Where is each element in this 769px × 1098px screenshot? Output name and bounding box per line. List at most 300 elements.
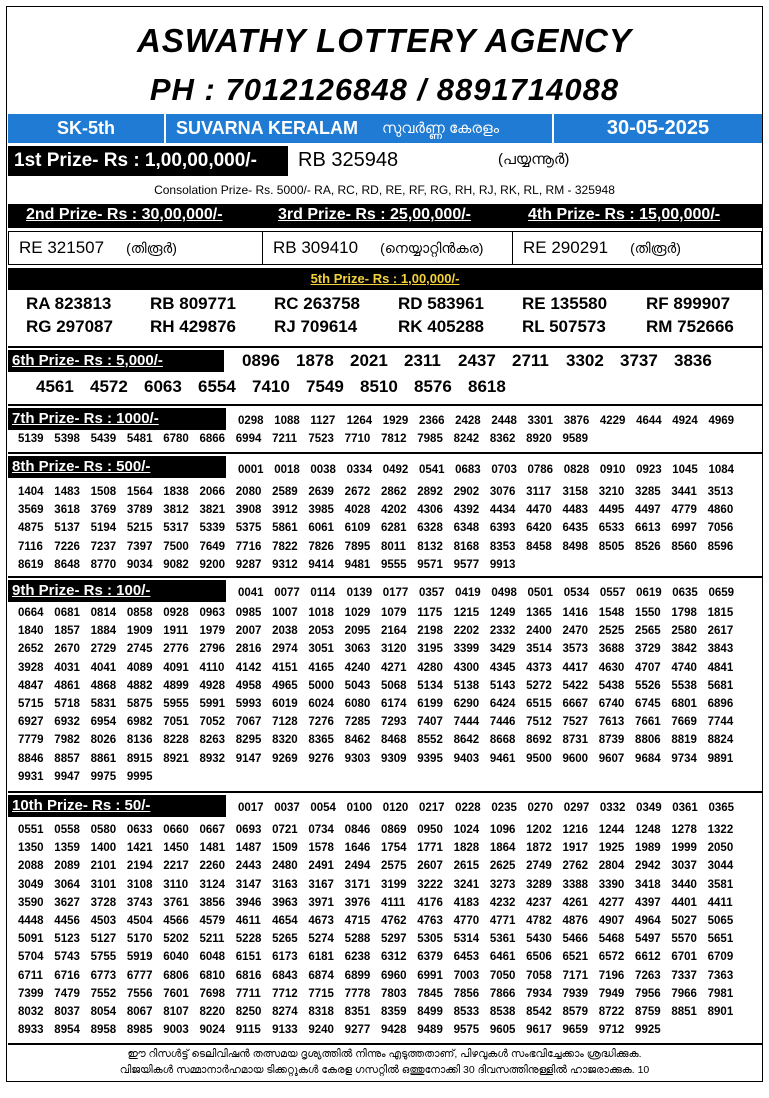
prize-number: 8538 xyxy=(489,1006,516,1019)
prize-number: RH 429876 xyxy=(150,317,237,336)
prize-number: 7128 xyxy=(272,716,298,729)
prize-number: 7716 xyxy=(235,540,262,553)
prize-number: 2762 xyxy=(562,860,589,873)
draw-code: SK-5th xyxy=(8,114,166,143)
prize-number: 9589 xyxy=(562,433,589,445)
prize-number: 3836 xyxy=(674,351,712,370)
prize-number: 7895 xyxy=(344,540,371,553)
prize-number: 5027 xyxy=(671,915,697,928)
prize-number: 8958 xyxy=(90,1024,117,1037)
prize-number: 4876 xyxy=(562,915,589,928)
prize-number: 9913 xyxy=(489,558,516,571)
prize-number: 5743 xyxy=(54,951,80,964)
prize-number: 3399 xyxy=(453,643,480,656)
prize-number: 5091 xyxy=(18,933,44,946)
prize-number: 1084 xyxy=(708,464,735,476)
prize-number: 4306 xyxy=(417,504,443,517)
fifth-prize-header xyxy=(8,268,762,290)
prize-number: 3812 xyxy=(163,504,189,517)
prize-number: 8295 xyxy=(235,734,262,747)
second-prize-cell xyxy=(9,232,263,264)
prize-number: 1864 xyxy=(489,842,516,855)
prize-number: 0580 xyxy=(90,824,117,836)
prize-number: 3729 xyxy=(635,643,661,656)
prize-number: 0100 xyxy=(346,802,373,814)
prize-number: 5481 xyxy=(126,433,153,445)
prize-number: 3514 xyxy=(526,643,552,656)
prize-number: 8011 xyxy=(380,540,406,553)
prize-number: 5339 xyxy=(199,522,226,535)
prize-number: 4434 xyxy=(489,504,516,517)
prize-number: 0635 xyxy=(672,587,698,599)
prize-number: 7613 xyxy=(598,716,625,729)
prize-number: 8263 xyxy=(199,734,226,747)
prize-number: 3843 xyxy=(707,643,734,656)
prize-number: 1404 xyxy=(18,486,44,498)
prize-number: 2400 xyxy=(526,625,552,638)
prize-number: 3440 xyxy=(671,878,697,891)
prize-number: 2198 xyxy=(417,625,443,638)
prize-number: 1911 xyxy=(163,625,189,638)
fourth-prize-number: RE 290291 xyxy=(523,238,609,257)
prize-number: 3618 xyxy=(54,504,80,517)
fifth-prize-numbers xyxy=(26,294,756,337)
prize-number: 4969 xyxy=(708,415,735,427)
prize-number: 5375 xyxy=(235,522,262,535)
eighth-prize-label: 8th Prize- Rs : 500/- xyxy=(12,458,151,475)
prize-number: 6711 xyxy=(18,969,43,982)
second-prize-place: (തിരൂർ) xyxy=(126,240,177,256)
prize-number: 4165 xyxy=(308,661,334,674)
prize-number: 5297 xyxy=(380,933,407,946)
fourth-prize-cell xyxy=(513,232,761,264)
prize-number: 0664 xyxy=(18,607,44,619)
prize-number: 1828 xyxy=(453,842,480,855)
prize-number: 4277 xyxy=(598,896,625,909)
prize-number: 0120 xyxy=(382,802,409,814)
prize-number: 6780 xyxy=(163,433,189,445)
prize-number: 3581 xyxy=(707,878,734,891)
prize-number: 0869 xyxy=(380,824,407,836)
prize-number: 3573 xyxy=(562,643,589,656)
prize-number: 7744 xyxy=(707,716,734,729)
prize-number: RB 809771 xyxy=(150,294,237,313)
prize-number: 8168 xyxy=(453,540,480,553)
prize-number: 8579 xyxy=(562,1006,589,1019)
prize-number: 5000 xyxy=(308,679,334,692)
prize-number: 2080 xyxy=(235,486,262,498)
prize-number: 3195 xyxy=(417,643,443,656)
prize-number: 5272 xyxy=(526,679,552,692)
prize-number: 7479 xyxy=(54,987,80,1000)
prize-number: 8132 xyxy=(417,540,443,553)
prize-number: 4882 xyxy=(126,679,153,692)
prize-number: 9925 xyxy=(635,1024,661,1037)
prize-number: 5127 xyxy=(90,933,117,946)
prize-number: 6709 xyxy=(707,951,734,964)
prize-number: 9600 xyxy=(562,752,589,765)
prize-number: 5137 xyxy=(54,522,80,535)
prize-number: 8824 xyxy=(707,734,734,747)
prize-number: 2575 xyxy=(380,860,407,873)
prize-number: 6932 xyxy=(54,716,80,729)
prize-number: 2729 xyxy=(90,643,117,656)
prize-number: 6810 xyxy=(199,969,226,982)
prize-number: 0332 xyxy=(599,802,626,814)
prize-number: 3743 xyxy=(126,896,153,909)
prize-number: 2745 xyxy=(126,643,153,656)
prize-number: 8067 xyxy=(126,1006,153,1019)
prize-number: 2625 xyxy=(489,860,516,873)
prize-number: 1322 xyxy=(707,824,734,836)
prize-number: 4762 xyxy=(380,915,407,928)
prize-number: 0693 xyxy=(235,824,262,836)
prize-number: 5068 xyxy=(380,679,407,692)
prize-number: 4907 xyxy=(598,915,625,928)
prize-number: 8318 xyxy=(308,1006,334,1019)
prize-number: 6612 xyxy=(635,951,661,964)
prize-number: 4401 xyxy=(671,896,697,909)
first-prize-place: (പയ്യന്നൂർ) xyxy=(498,151,570,168)
prize-number: 7778 xyxy=(344,987,371,1000)
prize-number: 6328 xyxy=(417,522,443,535)
prize-number: 7549 xyxy=(306,377,344,396)
prize-number: 9555 xyxy=(380,558,407,571)
prize-number: 2066 xyxy=(199,486,226,498)
prize-number: 3876 xyxy=(563,415,590,427)
prize-number: 2038 xyxy=(272,625,298,638)
prize-number: 2617 xyxy=(707,625,734,638)
first-prize-number: RB 325948 xyxy=(298,149,399,171)
prize-number: 4899 xyxy=(163,679,189,692)
prize-number: 1838 xyxy=(163,486,189,498)
prize-number: 5422 xyxy=(562,679,589,692)
prize-number: 8365 xyxy=(308,734,334,747)
prize-number: 6740 xyxy=(598,698,625,711)
prize-number: 6061 xyxy=(308,522,334,535)
prize-number: 7985 xyxy=(417,433,443,445)
prize-number: 6954 xyxy=(90,716,117,729)
prize-number: 6461 xyxy=(489,951,516,964)
prize-number: 2480 xyxy=(272,860,298,873)
prize-number: 7812 xyxy=(380,433,407,445)
sixth-prize-numbers-row1 xyxy=(242,351,762,371)
prize-number: 6896 xyxy=(707,698,734,711)
prize-number: 8954 xyxy=(54,1024,80,1037)
prize-number: 0077 xyxy=(274,587,300,599)
prize-number: 1365 xyxy=(526,607,552,619)
prize-number: 0235 xyxy=(491,802,517,814)
prize-number: 8806 xyxy=(635,734,661,747)
prize-number: 6024 xyxy=(308,698,334,711)
prize-number: 2639 xyxy=(308,486,334,498)
prize-number: 6927 xyxy=(18,716,44,729)
prize-number: 3063 xyxy=(344,643,371,656)
prize-number: 0786 xyxy=(527,464,554,476)
prize-number: 5123 xyxy=(54,933,80,946)
prize-number: 6801 xyxy=(671,698,697,711)
draw-info-bar xyxy=(8,114,762,143)
prize-number: 8619 xyxy=(18,558,44,571)
prize-number: 2443 xyxy=(235,860,262,873)
prize-number: 7845 xyxy=(417,987,443,1000)
prize-number: 8668 xyxy=(489,734,516,747)
prize-number: 3076 xyxy=(489,486,516,498)
prize-number: 3761 xyxy=(163,896,189,909)
prize-number: 8739 xyxy=(598,734,625,747)
prize-number: 7866 xyxy=(489,987,516,1000)
prize-number: 3728 xyxy=(90,896,117,909)
prize-number: 4763 xyxy=(417,915,443,928)
prize-number: 7649 xyxy=(199,540,226,553)
prize-number: 3985 xyxy=(308,504,334,517)
prize-number: 8499 xyxy=(417,1006,443,1019)
prize-number: 5211 xyxy=(199,933,225,946)
prize-number: 4964 xyxy=(635,915,661,928)
divider xyxy=(8,576,762,578)
prize-number: 0814 xyxy=(90,607,117,619)
prize-number: 3037 xyxy=(671,860,697,873)
prize-number: 4280 xyxy=(417,661,443,674)
prize-number: 5755 xyxy=(90,951,117,964)
prize-number: 9115 xyxy=(235,1024,261,1037)
prize-number: 3101 xyxy=(90,878,117,891)
prize-number: 8596 xyxy=(707,540,734,553)
prize-number: 3167 xyxy=(308,878,334,891)
prize-number: 0334 xyxy=(346,464,373,476)
prize-number: 4630 xyxy=(598,661,625,674)
prize-number: 7715 xyxy=(308,987,334,1000)
prize-number: 5065 xyxy=(707,915,734,928)
prize-number: 8722 xyxy=(598,1006,625,1019)
prize-number: RM 752666 xyxy=(646,317,734,336)
prize-number: 3241 xyxy=(453,878,480,891)
prize-number: 8510 xyxy=(360,377,398,396)
prize-number: 6238 xyxy=(344,951,371,964)
prize-number: 9500 xyxy=(526,752,552,765)
prize-number: 3158 xyxy=(562,486,589,498)
prize-number: 0557 xyxy=(599,587,626,599)
prize-number: 3429 xyxy=(489,643,516,656)
prize-number: 4142 xyxy=(235,661,262,674)
prize-number: 6716 xyxy=(54,969,80,982)
eighth-prize-numbers-first xyxy=(238,461,758,479)
prize-number: 1416 xyxy=(562,607,589,619)
prize-number: 9200 xyxy=(199,558,226,571)
prize-number: 4483 xyxy=(562,504,589,517)
prize-number: 9489 xyxy=(417,1024,443,1037)
prize-number: 6960 xyxy=(380,969,407,982)
prize-number: 0681 xyxy=(54,607,80,619)
prize-number: 1979 xyxy=(199,625,226,638)
prize-number: 1646 xyxy=(344,842,371,855)
prize-number: 8932 xyxy=(199,752,226,765)
prize-number: 9571 xyxy=(417,558,443,571)
prize-number: 2494 xyxy=(344,860,371,873)
prize-number: 1096 xyxy=(489,824,516,836)
prize-number: RF 899907 xyxy=(646,294,731,313)
prize-number: 4503 xyxy=(90,915,117,928)
prize-number: 7856 xyxy=(453,987,480,1000)
prize-number: 6453 xyxy=(453,951,480,964)
prize-number: 7779 xyxy=(18,734,44,747)
sixth-prize-numbers-row2 xyxy=(36,377,556,397)
prize-number: 0963 xyxy=(199,607,226,619)
prize-number: 5202 xyxy=(163,933,189,946)
prize-number: 4448 xyxy=(18,915,44,928)
prize-number: 1578 xyxy=(308,842,334,855)
prize-number: 5526 xyxy=(635,679,661,692)
prize-number: 2565 xyxy=(635,625,661,638)
prize-number: 0667 xyxy=(199,824,226,836)
prize-number: 1215 xyxy=(453,607,480,619)
prize-number: 9734 xyxy=(671,752,697,765)
prize-number: 1487 xyxy=(235,842,262,855)
prize-number: 2470 xyxy=(562,625,589,638)
prize-number: 1079 xyxy=(380,607,407,619)
prize-number: 6379 xyxy=(417,951,443,964)
prize-number: 7444 xyxy=(453,716,480,729)
prize-number: 8759 xyxy=(635,1006,661,1019)
prize-number: 0365 xyxy=(708,802,735,814)
prize-number: 6048 xyxy=(199,951,226,964)
prize-number: 2053 xyxy=(308,625,334,638)
prize-number: 7407 xyxy=(417,716,443,729)
prize-number: 8560 xyxy=(671,540,697,553)
prize-number: 1798 xyxy=(671,607,697,619)
prize-number: 0551 xyxy=(18,824,44,836)
prize-number: 8032 xyxy=(18,1006,44,1019)
prize-number: RL 507573 xyxy=(522,317,606,336)
prize-number: 5919 xyxy=(126,951,153,964)
prize-number: 0633 xyxy=(126,824,153,836)
prize-number: RC 263758 xyxy=(274,294,361,313)
prize-number: 7337 xyxy=(671,969,697,982)
divider xyxy=(8,404,762,406)
prize-number: 8731 xyxy=(562,734,589,747)
prize-number: 6348 xyxy=(453,522,480,535)
prize-number: 5704 xyxy=(18,951,44,964)
prize-number: 9947 xyxy=(54,770,80,783)
lottery-name-malayalam: സുവർണ്ണ കേരളം xyxy=(382,120,500,137)
prize-number: 3049 xyxy=(18,878,44,891)
prize-number: 8351 xyxy=(344,1006,371,1019)
prize-number: 8320 xyxy=(272,734,298,747)
prize-number: 4111 xyxy=(380,896,406,909)
prize-number: 2050 xyxy=(707,842,734,855)
prize-number: 4183 xyxy=(453,896,480,909)
first-prize-label: 1st Prize- Rs : 1,00,00,000/- xyxy=(8,146,288,176)
prize-number: 5265 xyxy=(272,933,298,946)
prize-number: 3688 xyxy=(598,643,625,656)
prize-number: 7116 xyxy=(18,540,43,553)
prize-number: 2580 xyxy=(671,625,697,638)
prize-number: 8228 xyxy=(163,734,189,747)
prize-number: 9276 xyxy=(308,752,334,765)
prize-number: 3569 xyxy=(18,504,44,517)
prize-number: 0114 xyxy=(310,587,336,599)
prize-number: 6515 xyxy=(526,698,552,711)
prize-number: 8462 xyxy=(344,734,371,747)
prize-number: 3222 xyxy=(417,878,443,891)
prize-number: 3441 xyxy=(671,486,697,498)
consolation-prize: Consolation Prize- Rs. 5000/- RA, RC, RD, RE, RF, RG, RH, RJ, RK, RL, RM - 325948 xyxy=(154,183,615,197)
prize-number: 8552 xyxy=(417,734,443,747)
prize-number: 5043 xyxy=(344,679,371,692)
prize-number: 9575 xyxy=(453,1024,480,1037)
prize-number: 5715 xyxy=(18,698,44,711)
prize-number: 8648 xyxy=(54,558,80,571)
divider xyxy=(8,452,762,454)
prize-number: 7711 xyxy=(235,987,261,1000)
prize-number: 3769 xyxy=(90,504,117,517)
tenth-prize-numbers-first xyxy=(238,799,758,817)
prize-number: 6613 xyxy=(635,522,661,535)
prize-number: 8498 xyxy=(562,540,589,553)
prize-number: 3388 xyxy=(562,878,589,891)
prize-number: 0558 xyxy=(54,824,80,836)
prize-number: 8026 xyxy=(90,734,117,747)
prize-number: 4345 xyxy=(489,661,516,674)
prize-2-3-4-numbers xyxy=(8,231,762,265)
prize-number: 8857 xyxy=(54,752,80,765)
tenth-prize-label: 10th Prize- Rs : 50/- xyxy=(12,797,151,814)
seventh-prize-label: 7th Prize- Rs : 1000/- xyxy=(12,410,159,427)
prize-number: 2366 xyxy=(418,415,445,427)
prize-number: 5438 xyxy=(598,679,625,692)
prize-number: 3971 xyxy=(308,896,334,909)
fourth-prize-place: (തിരൂർ) xyxy=(630,240,681,256)
prize-number: 1754 xyxy=(380,842,407,855)
prize-number: 2816 xyxy=(235,643,262,656)
prize-number: 5430 xyxy=(526,933,552,946)
prize-number: 8846 xyxy=(18,752,44,765)
prize-number: 3963 xyxy=(272,896,298,909)
prize-number: 4572 xyxy=(90,377,128,396)
prize-number: 7067 xyxy=(235,716,262,729)
prize-number: 9428 xyxy=(380,1024,407,1037)
prize-number: 3044 xyxy=(707,860,734,873)
prize-number: 3946 xyxy=(235,896,262,909)
prize-number: 8037 xyxy=(54,1006,80,1019)
prize-number: 3928 xyxy=(18,661,44,674)
prize-number: 9133 xyxy=(272,1024,298,1037)
prize-number: 1400 xyxy=(90,842,117,855)
prize-number: 4261 xyxy=(562,896,589,909)
prize-number: 5861 xyxy=(272,522,298,535)
prize-number: 4089 xyxy=(126,661,153,674)
prize-number: 4707 xyxy=(635,661,661,674)
prize-number: 4868 xyxy=(90,679,117,692)
prize-number: 7552 xyxy=(90,987,117,1000)
prize-number: 5831 xyxy=(90,698,117,711)
prize-number: 2776 xyxy=(163,643,189,656)
prize-number: 9147 xyxy=(235,752,262,765)
prize-number: 7285 xyxy=(344,716,371,729)
prize-number: 4237 xyxy=(526,896,552,909)
prize-number: 0357 xyxy=(418,587,445,599)
prize-number: 2311 xyxy=(404,351,441,370)
prize-number: 0228 xyxy=(455,802,481,814)
prize-number: 8359 xyxy=(380,1006,407,1019)
prize-number: 6667 xyxy=(562,698,589,711)
prize-number: 0734 xyxy=(308,824,334,836)
prize-number: 4566 xyxy=(163,915,189,928)
prize-number: 8220 xyxy=(199,1006,226,1019)
prize-number: 9995 xyxy=(126,770,153,783)
prize-number: 1564 xyxy=(126,486,153,498)
prize-number: 1999 xyxy=(671,842,697,855)
